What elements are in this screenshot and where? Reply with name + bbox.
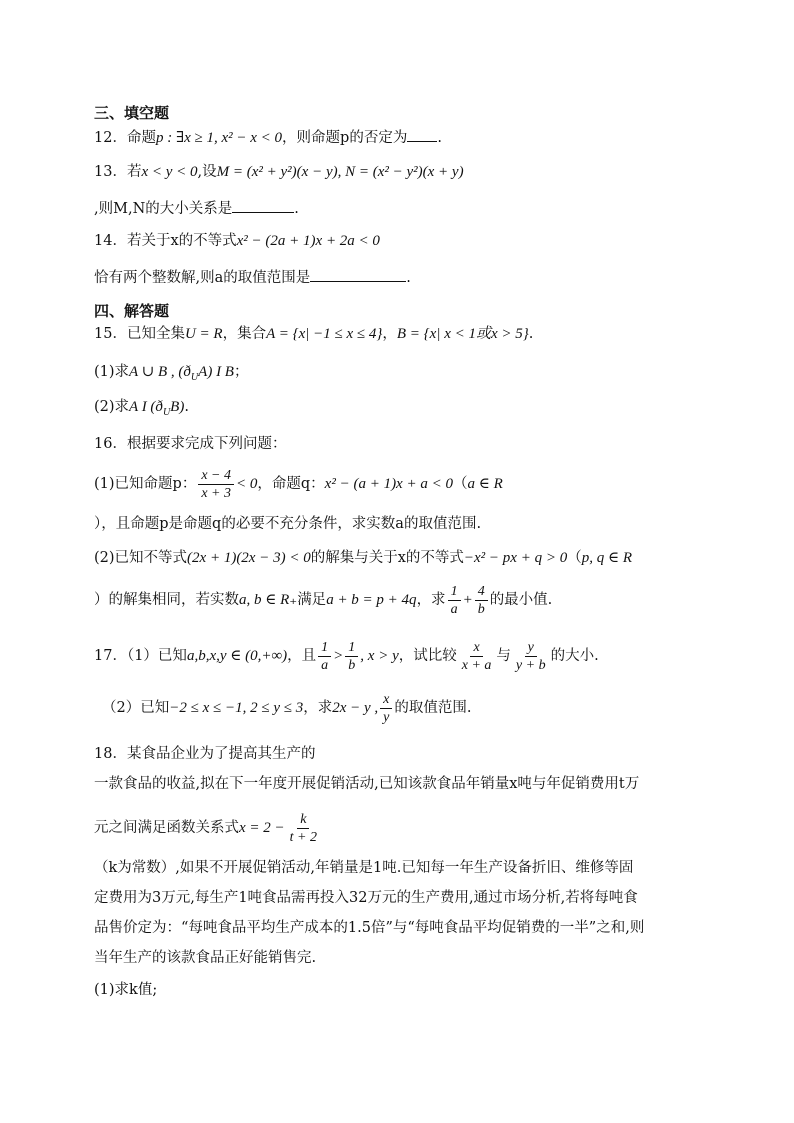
question-16-part2-line2: ）的解集相同，若实数a, b ∈ R₊满足a + b = p + 4q，求 $\frac{1}{a}$ + $\frac{4}{b}$ 的最小值. [94,583,553,617]
fraction: $\frac{x}{x + a}$ [461,639,492,673]
question-13: 13．若x < y < 0,设M = (x² + y²)(x − y), N = (x² − y²)(x + y) [94,164,464,180]
question-18-line8: (1)求k值; [94,982,158,998]
fraction: $\frac{1}{b}$ [345,639,358,674]
fraction: $\frac{1}{a}$ [318,639,331,674]
question-18-line4: （k为常数）,如果不开展促销活动,年销量是1吨.已知每一年生产设备折旧、维修等固 [94,860,634,876]
question-18-line7: 当年生产的该款食品正好能销售完. [94,950,317,966]
question-16-part1-line2: ），且命题p是命题q的必要不充分条件，求实数a的取值范围. [94,516,482,532]
question-18-line5: 定费用为3万元,每生产1吨食品需再投入32万元的生产费用,通过市场分析,若将每吨食 [94,890,638,906]
question-18-line1: 18．某食品企业为了提高其生产的 [94,746,316,762]
question-17-part1: 17．（1）已知a,b,x,y ∈ (0,+∞)，且 $\frac{1}{a}$ > $\frac{1}{b}$ , x > y，试比较 $\frac{x}{x + a}$ 与 $\frac{y}{y + b}$ 的大小. [94,639,599,673]
question-18-line3: 元之间满足函数关系式x = 2 − $\frac{k}{t + 2}$ [94,808,322,848]
question-13-line2: ,则M,N的大小关系是 . [94,198,299,219]
fraction: $\frac{x}{y}$ [380,691,392,726]
section-answer-heading: 四、解答题 [94,302,170,320]
question-14: 14．若关于x的不等式x² − (2a + 1)x + 2a < 0 [94,233,380,249]
question-18-line6: 品售价定为：“每吨食品平均生产成本的1.5倍”与“每吨食品平均促销费的一半”之和,则 [94,920,645,936]
question-12: 12．命题p : ∃x ≥ 1, x² − x < 0，则命题p的否定为 . [94,127,442,148]
answer-blank [310,267,406,282]
question-18-line2: 一款食品的收益,拟在下一年度开展促销活动,已知该款食品年销量x吨与年促销费用t万 [94,776,640,792]
question-16-part1: (1)已知命题p： $\frac{x - 4}{x + 3}$ < 0，命题q：x² − (a + 1)x + a < 0（a ∈ R [94,467,503,501]
question-15: 15．已知全集U = R，集合A = {x| −1 ≤ x ≤ 4}，B = {x| x < 1或x > 5}. [94,326,534,342]
question-15-part2: (2)求A I $(ð_UB)$. [94,399,189,418]
answer-blank [407,127,437,142]
question-17-part2: （2）已知−2 ≤ x ≤ −1, 2 ≤ y ≤ 3，求2x − y , $\frac{x}{y}$ 的取值范围. [102,691,472,725]
fraction: $\frac{y}{y + b}$ [515,639,546,673]
answer-blank [232,198,294,213]
section-fill-heading: 三、填空题 [94,104,170,122]
question-16-part2: (2)已知不等式(2x + 1)(2x − 3) < 0的解集与关于x的不等式−x² − px + q > 0（p, q ∈ R [94,550,632,566]
question-15-part1: (1)求A ∪ B , $(ð_UA)$ I B； [94,364,249,383]
question-14-line2: 恰有两个整数解,则a的取值范围是 . [94,267,411,288]
fraction: $\frac{4}{b}$ [475,583,488,618]
fraction: $\frac{1}{a}$ [448,583,461,618]
fraction: $\frac{x - 4}{x + 3}$ [198,467,234,502]
fraction: $\frac{k}{t + 2}$ [289,811,317,845]
question-16: 16．根据要求完成下列问题： [94,436,287,452]
